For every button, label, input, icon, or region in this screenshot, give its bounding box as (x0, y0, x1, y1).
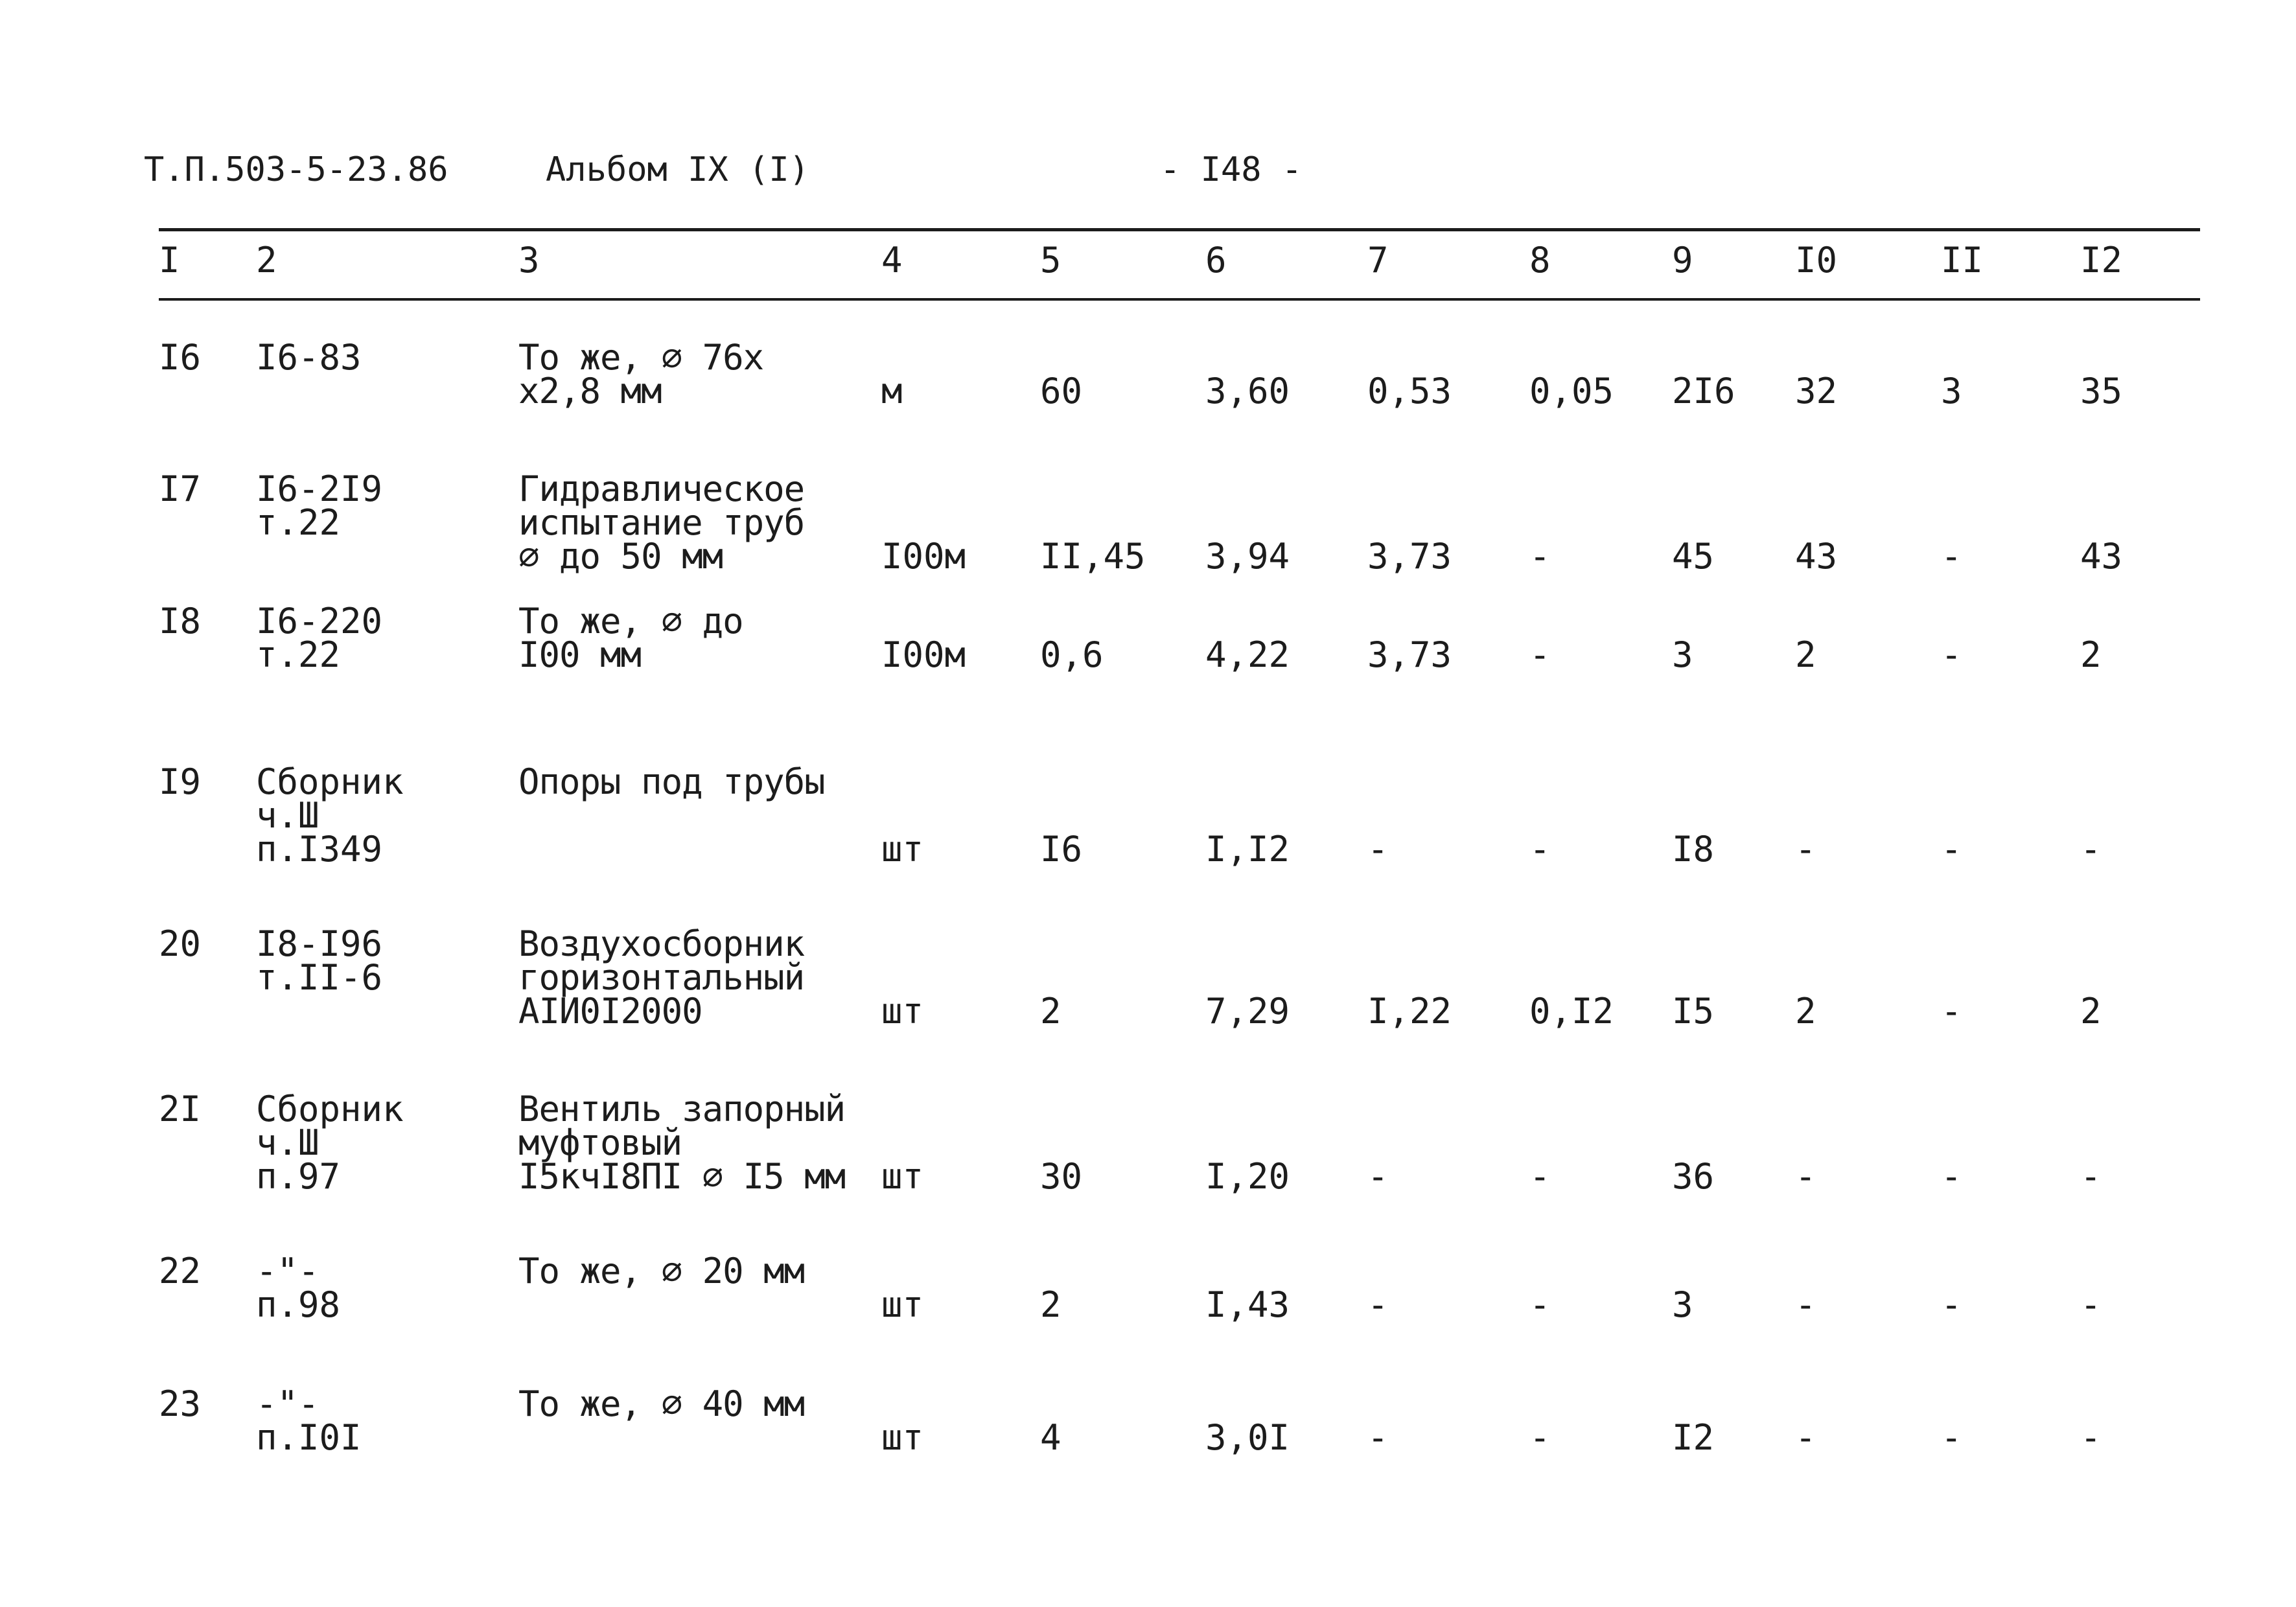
col8-cell: 0,05 (1529, 371, 1614, 411)
unit-cell: I00м (881, 634, 966, 675)
col10-cell: 43 (1795, 536, 1838, 577)
unit-cell: м (881, 371, 903, 411)
document-code: Т.П.503-5-23.86 (144, 150, 448, 189)
col12-cell: - (2080, 1417, 2102, 1458)
col11-cell: - (1941, 536, 1962, 577)
norm-reference: т.22 (256, 502, 341, 543)
quantity-cell: 2 (1040, 991, 1061, 1032)
col8-cell: - (1529, 1156, 1551, 1197)
column-header-5: 5 (1040, 240, 1061, 281)
col6-cell: 3,60 (1205, 371, 1290, 411)
norm-reference: т.22 (256, 634, 341, 675)
page-number: - I48 - (1160, 150, 1303, 189)
column-header-9: 9 (1672, 240, 1693, 281)
column-header-7: 7 (1367, 240, 1389, 281)
col10-cell: - (1795, 1156, 1816, 1197)
work-description: Воздухосборник (518, 923, 805, 964)
table-top-rule (159, 228, 2200, 231)
col6-cell: 4,22 (1205, 634, 1290, 675)
col10-cell: 32 (1795, 371, 1838, 411)
quantity-cell: II,45 (1040, 536, 1146, 577)
col10-cell: 2 (1795, 991, 1816, 1032)
unit-cell: шт (881, 1284, 924, 1325)
norm-reference: ч.Ш (256, 1122, 319, 1163)
col9-cell: 36 (1672, 1156, 1715, 1197)
column-header-1: I (159, 240, 180, 281)
unit-cell: I00м (881, 536, 966, 577)
col12-cell: 2 (2080, 634, 2102, 675)
col10-cell: - (1795, 1284, 1816, 1325)
col11-cell: - (1941, 634, 1962, 675)
col8-cell: - (1529, 634, 1551, 675)
column-header-3: 3 (518, 240, 540, 281)
work-description: То же, ⌀ 20 мм (518, 1251, 805, 1291)
row-number: 22 (159, 1251, 202, 1291)
col8-cell: - (1529, 536, 1551, 577)
col7-cell: - (1367, 1417, 1389, 1458)
quantity-cell: 4 (1040, 1417, 1061, 1458)
col9-cell: I5 (1672, 991, 1715, 1032)
work-description: горизонтальный (518, 957, 805, 998)
work-description: I00 мм (518, 634, 642, 675)
col9-cell: 45 (1672, 536, 1715, 577)
col7-cell: - (1367, 1284, 1389, 1325)
work-description: I5кчI8ПI ⌀ I5 мм (518, 1156, 846, 1197)
col10-cell: 2 (1795, 634, 1816, 675)
work-description: Опоры под трубы (518, 761, 825, 802)
table-header-rule (159, 298, 2200, 301)
work-description: AIИ0I2000 (518, 991, 702, 1032)
col6-cell: I,43 (1205, 1284, 1290, 1325)
col9-cell: I2 (1672, 1417, 1715, 1458)
col11-cell: 3 (1941, 371, 1962, 411)
row-number: I6 (159, 337, 202, 378)
norm-reference: т.II-6 (256, 957, 383, 998)
norm-reference: I6-2I9 (256, 468, 383, 509)
row-number: I8 (159, 601, 202, 642)
unit-cell: шт (881, 991, 924, 1032)
work-description: То же, ⌀ до (518, 601, 743, 642)
quantity-cell: I6 (1040, 829, 1083, 870)
work-description: ⌀ до 50 мм (518, 536, 723, 577)
col7-cell: 3,73 (1367, 536, 1452, 577)
col12-cell: - (2080, 1284, 2102, 1325)
work-description: То же, ⌀ 40 мм (518, 1383, 805, 1424)
col7-cell: I,22 (1367, 991, 1452, 1032)
quantity-cell: 0,6 (1040, 634, 1104, 675)
column-header-8: 8 (1529, 240, 1551, 281)
work-description: х2,8 мм (518, 371, 662, 411)
col12-cell: 2 (2080, 991, 2102, 1032)
work-description: муфтовый (518, 1122, 682, 1163)
norm-reference: п.I0I (256, 1417, 362, 1458)
norm-reference: Сборник (256, 1089, 404, 1129)
col9-cell: 2I6 (1672, 371, 1735, 411)
col12-cell: 35 (2080, 371, 2123, 411)
col9-cell: 3 (1672, 1284, 1693, 1325)
col6-cell: I,20 (1205, 1156, 1290, 1197)
row-number: I7 (159, 468, 202, 509)
col7-cell: - (1367, 829, 1389, 870)
col11-cell: - (1941, 1284, 1962, 1325)
quantity-cell: 2 (1040, 1284, 1061, 1325)
column-header-2: 2 (256, 240, 277, 281)
work-description: Гидравлическое (518, 468, 805, 509)
col11-cell: - (1941, 1417, 1962, 1458)
norm-reference: п.I349 (256, 829, 383, 870)
work-description: То же, ⌀ 76х (518, 337, 764, 378)
col6-cell: I,I2 (1205, 829, 1290, 870)
col12-cell: 43 (2080, 536, 2123, 577)
work-description: испытание труб (518, 502, 805, 543)
album-title: Альбом IX (I) (546, 150, 809, 189)
norm-reference: Сборник (256, 761, 404, 802)
col8-cell: - (1529, 1284, 1551, 1325)
col12-cell: - (2080, 1156, 2102, 1197)
norm-reference: п.98 (256, 1284, 341, 1325)
unit-cell: шт (881, 1417, 924, 1458)
row-number: 20 (159, 923, 202, 964)
row-number: I9 (159, 761, 202, 802)
col8-cell: 0,I2 (1529, 991, 1614, 1032)
norm-reference: ч.Ш (256, 795, 319, 836)
col10-cell: - (1795, 829, 1816, 870)
quantity-cell: 60 (1040, 371, 1083, 411)
row-number: 2I (159, 1089, 202, 1129)
col10-cell: - (1795, 1417, 1816, 1458)
row-number: 23 (159, 1383, 202, 1424)
col8-cell: - (1529, 829, 1551, 870)
norm-reference: -"- (256, 1383, 319, 1424)
column-header-10: I0 (1795, 240, 1838, 281)
col6-cell: 3,94 (1205, 536, 1290, 577)
col7-cell: - (1367, 1156, 1389, 1197)
quantity-cell: 30 (1040, 1156, 1083, 1197)
col9-cell: 3 (1672, 634, 1693, 675)
column-header-12: I2 (2080, 240, 2123, 281)
norm-reference: I6-83 (256, 337, 362, 378)
col11-cell: - (1941, 991, 1962, 1032)
unit-cell: шт (881, 1156, 924, 1197)
col11-cell: - (1941, 829, 1962, 870)
norm-reference: I8-I96 (256, 923, 383, 964)
norm-reference: п.97 (256, 1156, 341, 1197)
work-description: Вентиль запорный (518, 1089, 846, 1129)
col7-cell: 3,73 (1367, 634, 1452, 675)
norm-reference: I6-220 (256, 601, 383, 642)
col9-cell: I8 (1672, 829, 1715, 870)
column-header-4: 4 (881, 240, 903, 281)
column-header-6: 6 (1205, 240, 1227, 281)
unit-cell: шт (881, 829, 924, 870)
col6-cell: 7,29 (1205, 991, 1290, 1032)
col8-cell: - (1529, 1417, 1551, 1458)
col11-cell: - (1941, 1156, 1962, 1197)
column-header-11: II (1941, 240, 1984, 281)
col7-cell: 0,53 (1367, 371, 1452, 411)
col6-cell: 3,0I (1205, 1417, 1290, 1458)
norm-reference: -"- (256, 1251, 319, 1291)
col12-cell: - (2080, 829, 2102, 870)
